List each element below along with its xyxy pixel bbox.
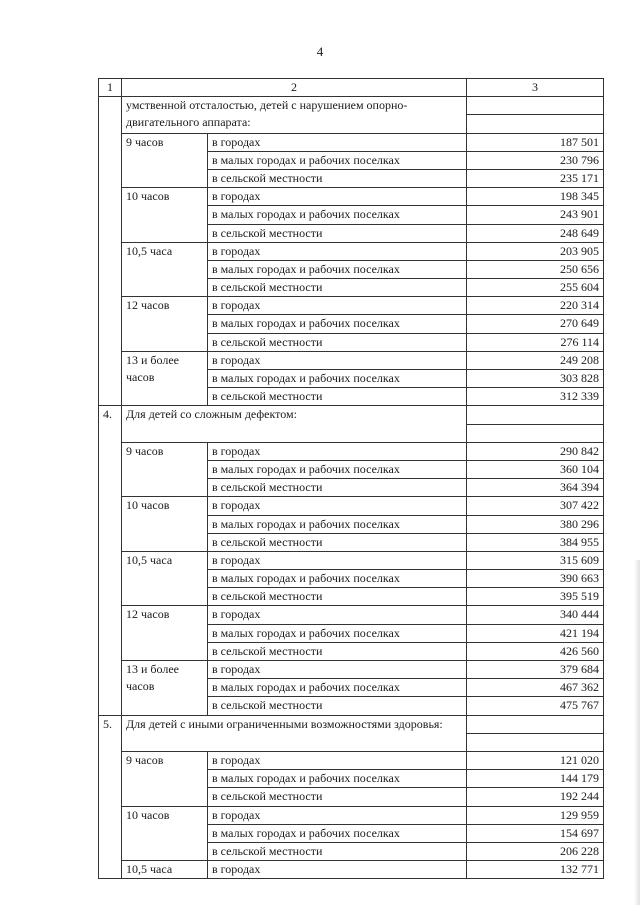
header-row [99,79,604,97]
area-label: в малых городах и рабочих поселках [208,570,467,588]
cost-value: 290 842 [467,442,604,460]
cost-value: 312 339 [467,388,604,406]
value-cell-empty [467,424,604,442]
hours-label: 10 часов [122,497,208,552]
area-label: в городах [208,442,467,460]
cost-value: 360 104 [467,460,604,478]
table-row [99,442,604,460]
cost-value: 129 959 [467,806,604,824]
tariff-table [98,78,604,879]
cost-value: 364 394 [467,479,604,497]
table-row [99,133,604,151]
cost-value: 187 501 [467,133,604,151]
cost-value: 249 208 [467,351,604,369]
value-cell-empty [467,115,604,133]
cost-value: 303 828 [467,370,604,388]
hours-label: 9 часов [122,442,208,497]
table-row [99,242,604,260]
area-label: в малых городах и рабочих поселках [208,151,467,169]
table-row [99,188,604,206]
cost-value: 340 444 [467,606,604,624]
area-label: в городах [208,806,467,824]
area-label: в городах [208,551,467,569]
hours-label: 10 часов [122,188,208,243]
cost-value: 384 955 [467,533,604,551]
table-row [99,861,604,879]
cost-value: 230 796 [467,151,604,169]
area-label: в малых городах и рабочих поселках [208,679,467,697]
table-row [99,661,604,679]
area-label: в сельской местности [208,788,467,806]
header-col-1: 1 [99,79,122,97]
area-label: в городах [208,133,467,151]
cost-value: 144 179 [467,770,604,788]
hours-label: 12 часов [122,606,208,661]
cost-value: 380 296 [467,515,604,533]
area-label: в городах [208,497,467,515]
area-label: в сельской местности [208,169,467,187]
area-label: в малых городах и рабочих поселках [208,315,467,333]
section-s4-title: Для детей со сложным дефектом: [122,406,467,442]
area-label: в городах [208,751,467,769]
hours-label: 10 часов [122,806,208,861]
table-row [99,551,604,569]
area-label: в городах [208,188,467,206]
hours-label: 9 часов [122,751,208,806]
cost-value: 475 767 [467,697,604,715]
cost-value: 426 560 [467,642,604,660]
area-label: в сельской местности [208,279,467,297]
cost-value: 154 697 [467,824,604,842]
area-label: в сельской местности [208,642,467,660]
area-label: в малых городах и рабочих поселках [208,770,467,788]
hours-label: 9 часов [122,133,208,188]
cost-value: 307 422 [467,497,604,515]
table-row [99,751,604,769]
section-title-row [99,406,604,424]
cost-value: 250 656 [467,260,604,278]
cost-value: 235 171 [467,169,604,187]
table-row [99,351,604,369]
section-s3-number [99,97,122,406]
cost-value: 421 194 [467,624,604,642]
area-label: в городах [208,242,467,260]
section-s4-number: 4. [99,406,122,715]
cost-value: 315 609 [467,551,604,569]
cost-value: 192 244 [467,788,604,806]
cost-value: 390 663 [467,570,604,588]
area-label: в малых городах и рабочих поселках [208,624,467,642]
area-label: в малых городах и рабочих поселках [208,206,467,224]
cost-value: 198 345 [467,188,604,206]
area-label: в малых городах и рабочих поселках [208,370,467,388]
table-row [99,806,604,824]
table-row [99,497,604,515]
area-label: в малых городах и рабочих поселках [208,515,467,533]
cost-value: 220 314 [467,297,604,315]
cost-value: 121 020 [467,751,604,769]
cost-value: 395 519 [467,588,604,606]
value-cell-empty [467,97,604,115]
cost-value: 379 684 [467,661,604,679]
area-label: в сельской местности [208,533,467,551]
section-s5-title: Для детей с иными ограниченными возможностями здоровья: [122,715,467,751]
hours-label: 10,5 часа [122,242,208,297]
cost-value: 203 905 [467,242,604,260]
area-label: в сельской местности [208,388,467,406]
header-col-2: 2 [122,79,467,97]
cost-value: 132 771 [467,861,604,879]
cost-value: 276 114 [467,333,604,351]
cost-value: 270 649 [467,315,604,333]
hours-label: 10,5 часа [122,551,208,606]
cost-value: 248 649 [467,224,604,242]
hours-label: 12 часов [122,297,208,352]
page-number: 4 [316,44,324,59]
value-cell-empty [467,715,604,733]
section-s5-number: 5. [99,715,122,879]
hours-label: 10,5 часа [122,861,208,879]
area-label: в сельской местности [208,224,467,242]
value-cell-empty [467,406,604,424]
section-s3-title: умственной отсталостью, детей с нарушением опорно-двигательного аппарата: [122,97,467,133]
area-label: в сельской местности [208,588,467,606]
hours-label: 13 и более часов [122,351,208,406]
area-label: в городах [208,861,467,879]
hours-label: 13 и более часов [122,661,208,716]
cost-value: 206 228 [467,842,604,860]
header-col-3: 3 [467,79,604,97]
area-label: в городах [208,606,467,624]
value-cell-empty [467,733,604,751]
area-label: в малых городах и рабочих поселках [208,824,467,842]
cost-value: 467 362 [467,679,604,697]
page-edge-shadow [634,560,640,905]
table-row [99,297,604,315]
section-title-row [99,97,604,115]
area-label: в сельской местности [208,333,467,351]
area-label: в сельской местности [208,842,467,860]
area-label: в сельской местности [208,479,467,497]
table-row [99,606,604,624]
cost-value: 255 604 [467,279,604,297]
area-label: в малых городах и рабочих поселках [208,260,467,278]
area-label: в городах [208,351,467,369]
cost-value: 243 901 [467,206,604,224]
area-label: в малых городах и рабочих поселках [208,460,467,478]
area-label: в сельской местности [208,697,467,715]
section-title-row [99,715,604,733]
area-label: в городах [208,661,467,679]
area-label: в городах [208,297,467,315]
